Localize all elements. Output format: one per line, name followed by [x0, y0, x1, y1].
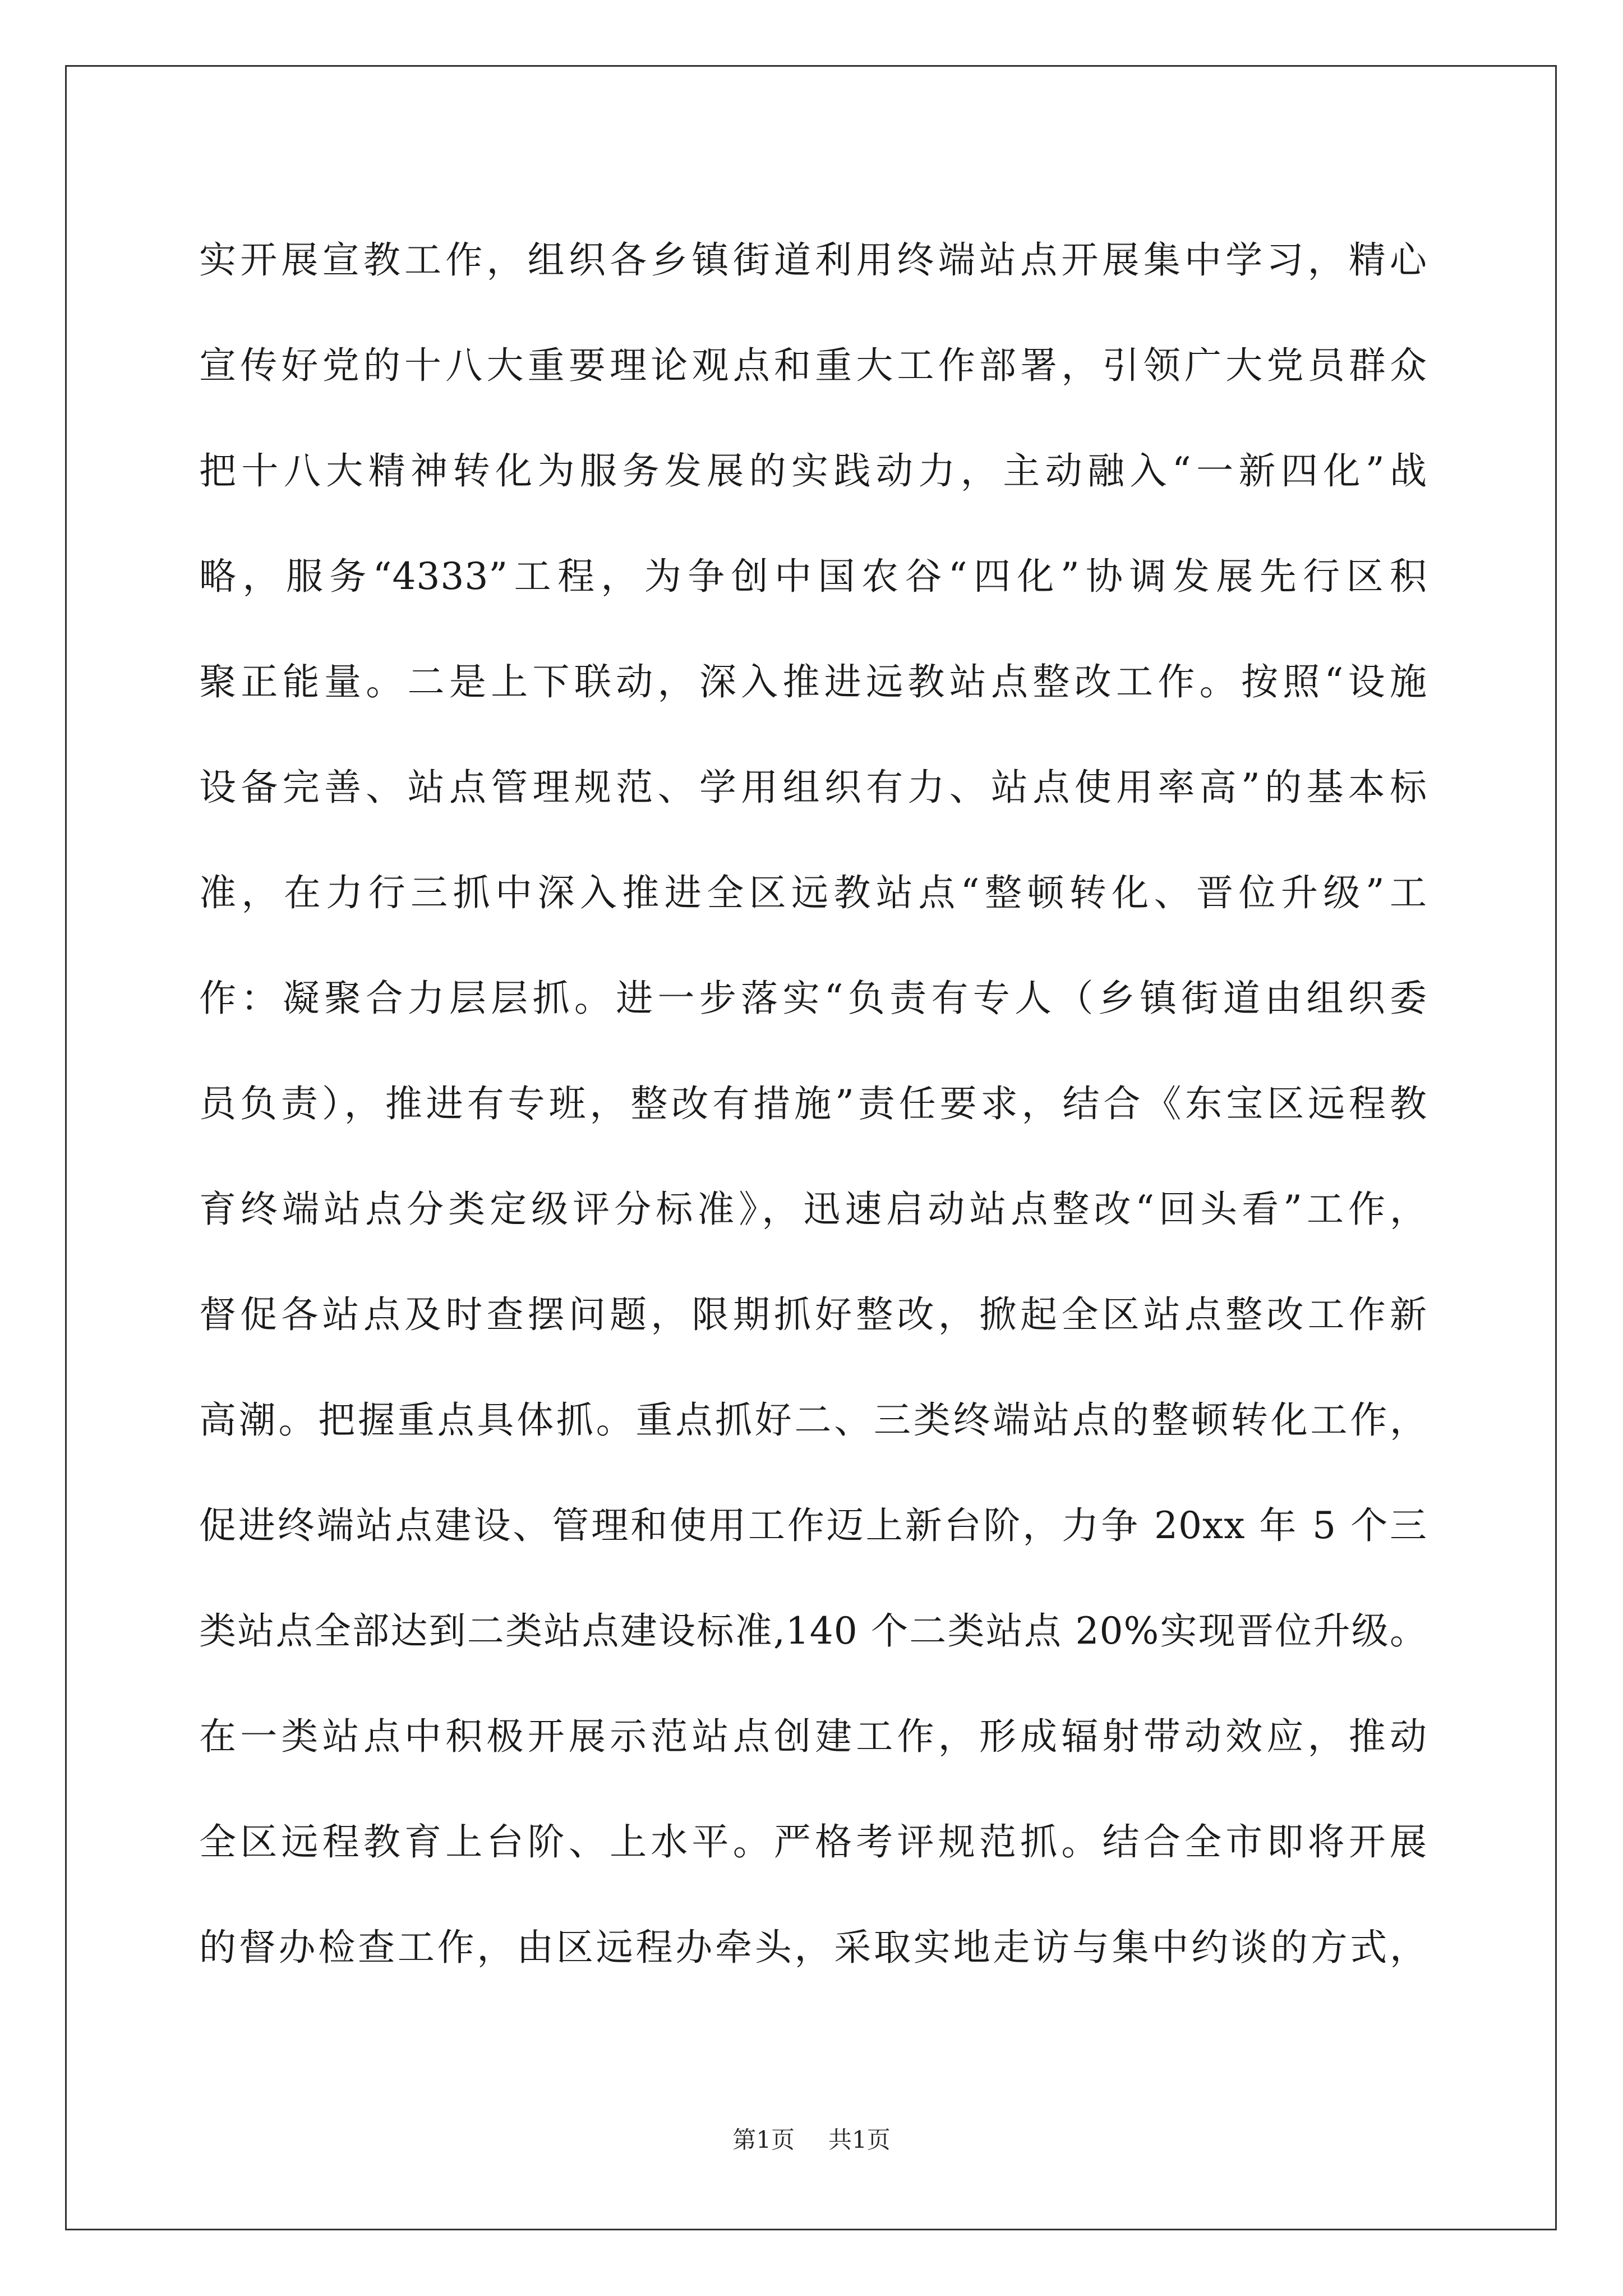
text-line: 宣传好党的十八大重要理论观点和重大工作部署，引领广大党员群众 [199, 344, 1427, 387]
text-line: 在一类站点中积极开展示范站点创建工作，形成辐射带动效应，推动 [199, 1715, 1427, 1758]
text-line: 的督办检查工作，由区远程办牵头，采取实地走访与集中约谈的方式， [199, 1926, 1427, 1969]
page-footer [0, 2123, 1623, 2157]
text-line: 作：凝聚合力层层抓。进一步落实“负责有专人（乡镇街道由组织委 [199, 977, 1427, 1020]
text-line: 全区远程教育上台阶、上水平。严格考评规范抓。结合全市即将开展 [199, 1820, 1427, 1864]
text-line: 准，在力行三抓中深入推进全区远教站点“整顿转化、晋位升级”工 [199, 871, 1427, 914]
body-text [199, 208, 1427, 2000]
page-number: 第1页 [732, 2126, 795, 2154]
text-line: 实开展宣教工作，组织各乡镇街道利用终端站点开展集中学习，精心 [199, 238, 1427, 282]
text-line: 设备完善、站点管理规范、学用组织有力、站点使用率高”的基本标 [199, 766, 1427, 809]
text-line: 育终端站点分类定级评分标准》，迅速启动站点整改“回头看”工作， [199, 1188, 1427, 1231]
page-total: 共1页 [828, 2126, 891, 2154]
text-line: 略，服务“4333”工程，为争创中国农谷“四化”协调发展先行区积 [199, 555, 1427, 598]
text-line: 聚正能量。二是上下联动，深入推进远教站点整改工作。按照“设施 [199, 660, 1427, 703]
text-line: 类站点全部达到二类站点建设标准,140 个二类站点 20%实现晋位升级。 [199, 1609, 1427, 1653]
text-line: 把十八大精神转化为服务发展的实践动力，主动融入“一新四化”战 [199, 449, 1427, 493]
text-line: 员负责），推进有专班，整改有措施”责任要求，结合《东宝区远程教 [199, 1082, 1427, 1125]
text-line: 高潮。把握重点具体抓。重点抓好二、三类终端站点的整顿转化工作， [199, 1398, 1427, 1442]
text-line: 促进终端站点建设、管理和使用工作迈上新台阶，力争 20xx 年 5 个三 [199, 1504, 1427, 1547]
text-line: 督促各站点及时查摆问题，限期抓好整改，掀起全区站点整改工作新 [199, 1293, 1427, 1336]
